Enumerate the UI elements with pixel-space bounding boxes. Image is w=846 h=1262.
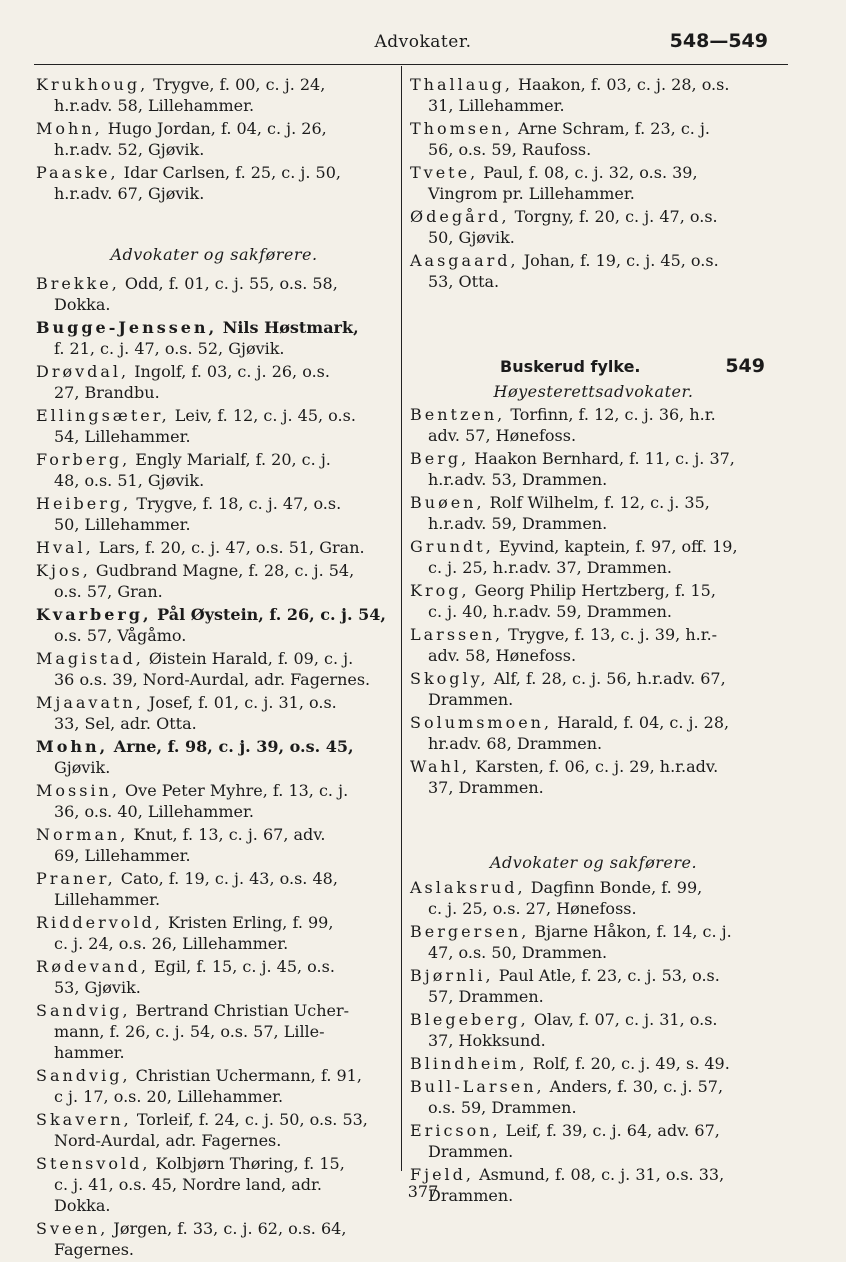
entry-first-line: [36, 449, 392, 470]
entry-continuation-line: [410, 139, 777, 160]
entry-continuation-line: [36, 845, 392, 866]
entry-continuation-line: [410, 1141, 777, 1162]
directory-entry: [410, 668, 777, 710]
entry-text: Gudbrand Magne, f. 28, c. j. 54,: [90, 561, 355, 580]
entry-continuation-line: [36, 1042, 392, 1063]
entry-continuation-line: [410, 183, 777, 204]
left-main-entries: [36, 273, 392, 1260]
left-column: [36, 74, 392, 1262]
entry-first-line: [410, 624, 777, 645]
entry-surname: Sveen,: [36, 1219, 109, 1238]
entry-surname: Brekke,: [36, 274, 120, 293]
entry-text: Anders, f. 30, c. j. 57,: [544, 1077, 724, 1096]
directory-entry: [410, 118, 777, 160]
entry-surname: Thomsen,: [410, 119, 513, 138]
entry-text: Leiv, f. 12, c. j. 45, o.s.: [169, 406, 356, 425]
entry-text: Knut, f. 13, c. j. 67, adv.: [128, 825, 326, 844]
entry-text: 69, Lillehammer.: [54, 846, 191, 865]
entry-first-line: [410, 756, 777, 777]
entry-first-line: [36, 648, 392, 669]
entry-text: Harald, f. 04, c. j. 28,: [552, 713, 730, 732]
entry-continuation-line: [36, 1021, 392, 1042]
entry-continuation-line: [36, 757, 392, 778]
entry-text: Olav, f. 07, c. j. 31, o.s.: [528, 1010, 718, 1029]
entry-first-line: [36, 118, 392, 139]
directory-entry: [36, 405, 392, 447]
entry-continuation-line: [36, 514, 392, 535]
entry-text: 48, o.s. 51, Gjøvik.: [54, 471, 205, 490]
entry-text: Asmund, f. 08, c. j. 31, o.s. 33,: [473, 1165, 725, 1184]
entry-surname: Paaske,: [36, 163, 119, 182]
entry-first-line: [410, 921, 777, 942]
page-number: 377: [407, 1182, 439, 1201]
entry-first-line: [36, 1218, 392, 1239]
entry-surname: Grundt,: [410, 537, 494, 556]
directory-entry: [410, 250, 777, 292]
directory-entry: [36, 956, 392, 998]
entry-text: Haakon, f. 03, c. j. 28, o.s.: [512, 75, 730, 94]
entry-text: Trygve, f. 13, c. j. 39, h.r.-: [503, 625, 718, 644]
entry-text: Drammen.: [428, 1142, 514, 1161]
entry-first-line: [410, 250, 777, 271]
entry-first-line: [410, 1120, 777, 1141]
entry-text: hammer.: [54, 1043, 125, 1062]
entry-continuation-line: [36, 338, 392, 359]
entry-first-line: [410, 1076, 777, 1097]
entry-text: Rolf Wilhelm, f. 12, c. j. 35,: [484, 493, 710, 512]
entry-first-line: [410, 668, 777, 689]
county-name: Buskerud fylke.: [500, 357, 641, 376]
directory-entry: [36, 1065, 392, 1107]
entry-continuation-line: [36, 1130, 392, 1151]
directory-entry: [36, 493, 392, 535]
entry-text: f. 21, c. j. 47, o.s. 52, Gjøvik.: [54, 339, 285, 358]
directory-entry: [36, 118, 392, 160]
entry-text: hr.adv. 68, Drammen.: [428, 734, 603, 753]
directory-entry: [410, 448, 777, 490]
entry-continuation-line: [36, 977, 392, 998]
directory-entry: [410, 580, 777, 622]
entry-surname: Mohn,: [36, 119, 103, 138]
entry-text: 33, Sel, adr. Otta.: [54, 714, 197, 733]
entry-surname: Bugge-Jenssen,: [36, 318, 218, 337]
entry-continuation-line: [410, 645, 777, 666]
entry-text: 56, o.s. 59, Raufoss.: [428, 140, 592, 159]
directory-entry: [36, 824, 392, 866]
entry-first-line: [36, 74, 392, 95]
entry-text: Nils Høstmark,: [217, 318, 359, 337]
entry-text: o.s. 59, Drammen.: [428, 1098, 577, 1117]
entry-surname: Mohn,: [36, 737, 109, 756]
entry-first-line: [410, 74, 777, 95]
entry-text: Nord-Aurdal, adr. Fagernes.: [54, 1131, 282, 1150]
entry-first-line: [36, 1000, 392, 1021]
entry-text: 57, Drammen.: [428, 987, 544, 1006]
directory-entry: [410, 206, 777, 248]
entry-first-line: [36, 868, 392, 889]
entry-text: Cato, f. 19, c. j. 43, o.s. 48,: [115, 869, 338, 888]
entry-surname: Buøen,: [410, 493, 485, 512]
entry-surname: Ericson,: [410, 1121, 501, 1140]
directory-entry: [410, 877, 777, 919]
right-main-entries: [410, 877, 777, 1206]
entry-text: Lars, f. 20, c. j. 47, o.s. 51, Gran.: [93, 538, 365, 557]
entry-surname: Skavern,: [36, 1110, 132, 1129]
directory-entry: [36, 736, 392, 778]
entry-text: Johan, f. 19, c. j. 45, o.s.: [518, 251, 719, 270]
directory-entry: [410, 1053, 777, 1074]
entry-surname: Blindheim,: [410, 1054, 528, 1073]
entry-first-line: [410, 404, 777, 425]
directory-entry: [410, 965, 777, 1007]
entry-continuation-line: [410, 425, 777, 446]
directory-entry: [410, 492, 777, 534]
entry-continuation-line: [410, 689, 777, 710]
entry-continuation-line: [36, 933, 392, 954]
entry-surname: Praner,: [36, 869, 116, 888]
entry-text: Drammen.: [428, 690, 514, 709]
directory-entry: [36, 273, 392, 315]
entry-continuation-line: [36, 139, 392, 160]
entry-first-line: [410, 206, 777, 227]
entry-text: 37, Hokksund.: [428, 1031, 546, 1050]
entry-text: Ove Peter Myhre, f. 13, c. j.: [119, 781, 349, 800]
directory-entry: [36, 1218, 392, 1260]
entry-text: mann, f. 26, c. j. 54, o.s. 57, Lille-: [54, 1022, 325, 1041]
entry-surname: Heiberg,: [36, 494, 132, 513]
directory-entry: [36, 317, 392, 359]
right-column: [410, 74, 777, 1208]
entry-continuation-line: [410, 986, 777, 1007]
entry-first-line: [36, 493, 392, 514]
entry-surname: Aasgaard,: [410, 251, 519, 270]
entry-text: Bjarne Håkon, f. 14, c. j.: [529, 922, 732, 941]
entry-text: Josef, f. 01, c. j. 31, o.s.: [143, 693, 337, 712]
entry-continuation-line: [36, 382, 392, 403]
county-heading: [410, 356, 777, 377]
running-header-title: Advokater.: [374, 32, 472, 52]
directory-entry: [36, 537, 392, 558]
entry-text: 53, Otta.: [428, 272, 500, 291]
entry-continuation-line: [36, 801, 392, 822]
entry-text: Øistein Harald, f. 09, c. j.: [143, 649, 354, 668]
entry-surname: Wahl,: [410, 757, 471, 776]
entry-text: h.r.adv. 53, Drammen.: [428, 470, 608, 489]
entry-continuation-line: [36, 1239, 392, 1260]
directory-entry: [410, 536, 777, 578]
entry-continuation-line: [36, 470, 392, 491]
entry-text: c. j. 40, h.r.adv. 59, Drammen.: [428, 602, 673, 621]
entry-text: 50, Lillehammer.: [54, 515, 191, 534]
entry-first-line: [410, 877, 777, 898]
entry-text: Paul, f. 08, c. j. 32, o.s. 39,: [478, 163, 698, 182]
section-heading-advokater-sakforere: Advokater og sakførere.: [110, 245, 318, 264]
entry-surname: Rødevand,: [36, 957, 149, 976]
entry-first-line: [410, 1053, 777, 1074]
entry-surname: Krukhoug,: [36, 75, 149, 94]
entry-surname: Riddervold,: [36, 913, 163, 932]
directory-entry: [410, 756, 777, 798]
entry-text: Torgny, f. 20, c. j. 47, o.s.: [509, 207, 718, 226]
entry-surname: Larssen,: [410, 625, 504, 644]
entry-text: 36 o.s. 39, Nord-Aurdal, adr. Fagernes.: [54, 670, 371, 689]
section-heading-hoyesterett: Høyesterettsadvokater.: [493, 382, 694, 401]
entry-text: Vingrom pr. Lillehammer.: [428, 184, 635, 203]
entry-surname: Berg,: [410, 449, 470, 468]
entry-text: Christian Uchermann, f. 91,: [130, 1066, 362, 1085]
entry-first-line: [36, 780, 392, 801]
section-heading-advokater-sakforere-buskerud: Advokater og sakførere.: [489, 853, 698, 872]
entry-first-line: [410, 536, 777, 557]
entry-first-line: [36, 317, 392, 338]
entry-text: Engly Marialf, f. 20, c. j.: [130, 450, 331, 469]
entry-first-line: [36, 405, 392, 426]
entry-surname: Aslaksrud,: [410, 878, 526, 897]
entry-text: Torleif, f. 24, c. j. 50, o.s. 53,: [131, 1110, 368, 1129]
entry-continuation-line: [36, 183, 392, 204]
entry-text: 27, Brandbu.: [54, 383, 160, 402]
entry-text: c. j. 24, o.s. 26, Lillehammer.: [54, 934, 289, 953]
directory-entry: [36, 868, 392, 910]
entry-first-line: [36, 1065, 392, 1086]
entry-text: Dokka.: [54, 1196, 111, 1215]
directory-entry: [36, 780, 392, 822]
entry-surname: Kvarberg,: [36, 605, 152, 624]
entry-continuation-line: [36, 669, 392, 690]
entry-text: 54, Lillehammer.: [54, 427, 191, 446]
entry-continuation-line: [36, 889, 392, 910]
entry-first-line: [410, 448, 777, 469]
entry-continuation-line: [410, 942, 777, 963]
entry-text: 31, Lillehammer.: [428, 96, 565, 115]
entry-surname: Krog,: [410, 581, 470, 600]
entry-continuation-line: [410, 513, 777, 534]
entry-first-line: [36, 824, 392, 845]
entry-continuation-line: [36, 625, 392, 646]
directory-entry: [410, 1076, 777, 1118]
entry-text: Karsten, f. 06, c. j. 29, h.r.adv.: [470, 757, 719, 776]
entry-text: Paul Atle, f. 23, c. j. 53, o.s.: [493, 966, 720, 985]
entry-surname: Bull-Larsen,: [410, 1077, 545, 1096]
directory-entry: [410, 162, 777, 204]
entry-first-line: [410, 492, 777, 513]
entry-surname: Kjos,: [36, 561, 91, 580]
entry-text: adv. 57, Hønefoss.: [428, 426, 577, 445]
entry-surname: Hval,: [36, 538, 94, 557]
entry-text: Haakon Bernhard, f. 11, c. j. 37,: [469, 449, 735, 468]
entry-first-line: [36, 956, 392, 977]
running-header-pages: 548—549: [669, 30, 768, 52]
entry-text: h.r.adv. 52, Gjøvik.: [54, 140, 205, 159]
entry-text: Bertrand Christian Ucher-: [130, 1001, 350, 1020]
entry-surname: Ellingsæter,: [36, 406, 170, 425]
entry-text: Rolf, f. 20, c. j. 49, s. 49.: [527, 1054, 730, 1073]
entry-first-line: [36, 273, 392, 294]
entry-text: c. j. 25, o.s. 27, Hønefoss.: [428, 899, 637, 918]
entry-text: Trygve, f. 00, c. j. 24,: [148, 75, 326, 94]
entry-text: Lillehammer.: [54, 890, 161, 909]
entry-text: Drammen.: [428, 1186, 514, 1205]
entry-first-line: [36, 692, 392, 713]
entry-text: o.s. 57, Gran.: [54, 582, 163, 601]
entry-surname: Mossin,: [36, 781, 120, 800]
directory-entry: [36, 361, 392, 403]
directory-entry: [36, 1109, 392, 1151]
entry-continuation-line: [36, 95, 392, 116]
entry-surname: Sandvig,: [36, 1066, 131, 1085]
entry-text: Hugo Jordan, f. 04, c. j. 26,: [102, 119, 327, 138]
county-page-number: 549: [725, 355, 765, 377]
entry-text: h.r.adv. 67, Gjøvik.: [54, 184, 205, 203]
column-divider: [401, 66, 402, 1171]
directory-entry: [36, 912, 392, 954]
entry-first-line: [36, 736, 392, 757]
entry-text: Idar Carlsen, f. 25, c. j. 50,: [118, 163, 341, 182]
entry-text: Fagernes.: [54, 1240, 134, 1259]
entry-text: Arne, f. 98, c. j. 39, o.s. 45,: [108, 737, 354, 756]
entry-first-line: [410, 1009, 777, 1030]
entry-continuation-line: [410, 777, 777, 798]
entry-text: c. j. 41, o.s. 45, Nordre land, adr.: [54, 1175, 323, 1194]
directory-entry: [410, 921, 777, 963]
directory-entry: [36, 449, 392, 491]
entry-first-line: [410, 580, 777, 601]
entry-continuation-line: [410, 227, 777, 248]
entry-surname: Solumsmoen,: [410, 713, 553, 732]
entry-text: 50, Gjøvik.: [428, 228, 515, 247]
entry-continuation-line: [410, 95, 777, 116]
entry-surname: Forberg,: [36, 450, 131, 469]
entry-text: Arne Schram, f. 23, c. j.: [512, 119, 710, 138]
entry-text: Gjøvik.: [54, 758, 111, 777]
directory-entry: [410, 624, 777, 666]
entry-text: Kristen Erling, f. 99,: [162, 913, 334, 932]
entry-surname: Ødegård,: [410, 207, 510, 226]
entry-first-line: [410, 965, 777, 986]
directory-entry: [410, 712, 777, 754]
entry-first-line: [36, 604, 392, 625]
directory-entry: [36, 692, 392, 734]
entry-surname: Fjeld,: [410, 1165, 474, 1184]
entry-continuation-line: [410, 1030, 777, 1051]
entry-surname: Skogly,: [410, 669, 489, 688]
directory-entry: [36, 648, 392, 690]
entry-continuation-line: [36, 581, 392, 602]
entry-text: Leif, f. 39, c. j. 64, adv. 67,: [500, 1121, 720, 1140]
entry-text: Torfinn, f. 12, c. j. 36, h.r.: [505, 405, 716, 424]
entry-text: Jørgen, f. 33, c. j. 62, o.s. 64,: [108, 1219, 347, 1238]
entry-first-line: [36, 1153, 392, 1174]
directory-entry: [36, 74, 392, 116]
entry-text: 53, Gjøvik.: [54, 978, 141, 997]
directory-entry: [36, 162, 392, 204]
entry-continuation-line: [410, 898, 777, 919]
entry-text: Eyvind, kaptein, f. 97, off. 19,: [493, 537, 738, 556]
entry-surname: Magistad,: [36, 649, 144, 668]
entry-text: Odd, f. 01, c. j. 55, o.s. 58,: [119, 274, 338, 293]
entry-text: Kolbjørn Thøring, f. 15,: [150, 1154, 345, 1173]
entry-continuation-line: [410, 601, 777, 622]
entry-text: h.r.adv. 59, Drammen.: [428, 514, 608, 533]
entry-surname: Tvete,: [410, 163, 479, 182]
entry-text: 37, Drammen.: [428, 778, 544, 797]
entry-continuation-line: [410, 271, 777, 292]
entry-surname: Sandvig,: [36, 1001, 131, 1020]
entry-first-line: [36, 912, 392, 933]
entry-surname: Norman,: [36, 825, 129, 844]
header-rule: [34, 64, 788, 65]
entry-text: Trygve, f. 18, c. j. 47, o.s.: [131, 494, 342, 513]
entry-text: Dokka.: [54, 295, 111, 314]
entry-text: adv. 58, Hønefoss.: [428, 646, 577, 665]
entry-first-line: [410, 712, 777, 733]
entry-first-line: [410, 118, 777, 139]
entry-first-line: [36, 162, 392, 183]
entry-surname: Thallaug,: [410, 75, 513, 94]
entry-continuation-line: [410, 469, 777, 490]
entry-text: Pål Øystein, f. 26, c. j. 54,: [151, 605, 386, 624]
entry-continuation-line: [410, 1097, 777, 1118]
entry-surname: Drøvdal,: [36, 362, 130, 381]
directory-entry: [36, 1000, 392, 1063]
entry-first-line: [36, 1109, 392, 1130]
right-top-entries: [410, 74, 777, 292]
entry-continuation-line: [36, 294, 392, 315]
entry-surname: Blegeberg,: [410, 1010, 529, 1029]
entry-text: 36, o.s. 40, Lillehammer.: [54, 802, 254, 821]
entry-text: Egil, f. 15, c. j. 45, o.s.: [148, 957, 335, 976]
entry-first-line: [36, 537, 392, 558]
entry-surname: Bentzen,: [410, 405, 506, 424]
entry-first-line: [410, 162, 777, 183]
entry-text: 47, o.s. 50, Drammen.: [428, 943, 608, 962]
entry-text: o.s. 57, Vågåmo.: [54, 626, 187, 645]
supreme-court-entries: [410, 404, 777, 798]
entry-text: c j. 17, o.s. 20, Lillehammer.: [54, 1087, 284, 1106]
left-top-entries: [36, 74, 392, 204]
entry-continuation-line: [36, 713, 392, 734]
entry-text: Alf, f. 28, c. j. 56, h.r.adv. 67,: [488, 669, 726, 688]
directory-entry: [410, 74, 777, 116]
entry-surname: Bjørnli,: [410, 966, 494, 985]
entry-surname: Mjaavatn,: [36, 693, 144, 712]
entry-continuation-line: [410, 733, 777, 754]
directory-entry: [410, 1009, 777, 1051]
entry-continuation-line: [36, 1086, 392, 1107]
directory-entry: [36, 604, 392, 646]
entry-continuation-line: [36, 426, 392, 447]
entry-text: Georg Philip Hertzberg, f. 15,: [469, 581, 716, 600]
entry-text: c. j. 25, h.r.adv. 37, Drammen.: [428, 558, 673, 577]
entry-surname: Bergersen,: [410, 922, 530, 941]
entry-continuation-line: [410, 557, 777, 578]
entry-text: Dagfinn Bonde, f. 99,: [525, 878, 703, 897]
entry-surname: Stensvold,: [36, 1154, 151, 1173]
directory-entry: [410, 404, 777, 446]
entry-first-line: [36, 361, 392, 382]
directory-entry: [36, 560, 392, 602]
entry-text: h.r.adv. 58, Lillehammer.: [54, 96, 255, 115]
entry-text: Ingolf, f. 03, c. j. 26, o.s.: [129, 362, 330, 381]
directory-entry: [410, 1120, 777, 1162]
entry-first-line: [36, 560, 392, 581]
